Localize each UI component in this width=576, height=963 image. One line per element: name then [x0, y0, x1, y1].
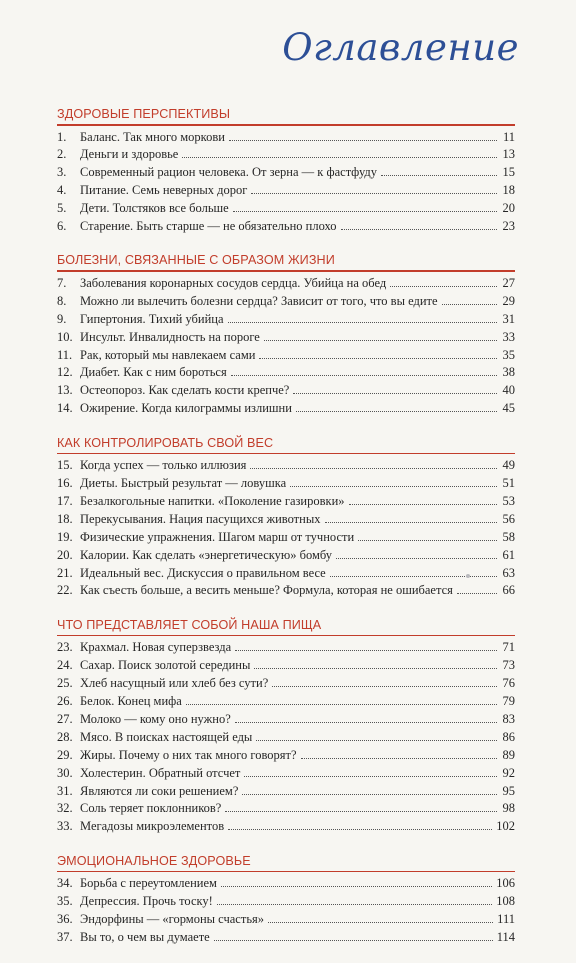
toc-entry[interactable]	[57, 493, 515, 511]
dot-leader	[325, 521, 498, 523]
entry-title: Баланс. Так много моркови	[80, 129, 225, 144]
entry-page-number: 18	[502, 183, 515, 198]
toc-section	[57, 435, 515, 601]
dot-leader	[301, 757, 497, 759]
dot-leader	[390, 285, 497, 287]
entry-number: 6.	[57, 218, 67, 233]
entry-title: Вы то, о чем вы думаете	[80, 929, 210, 944]
toc-entry[interactable]	[57, 218, 515, 236]
dot-leader	[228, 321, 497, 323]
entry-title: Заболевания коронарных сосудов сердца. Убийца на обед	[80, 275, 387, 290]
entry-title: Соль теряет поклонников?	[80, 801, 222, 816]
section-heading: БОЛЕЗНИ, СВЯЗАННЫЕ С ОБРАЗОМ ЖИЗНИ	[57, 253, 335, 268]
section-heading: ЗДОРОВЫЕ ПЕРСПЕКТИВЫ	[57, 107, 231, 121]
section-divider	[57, 871, 515, 873]
entry-number: 32.	[57, 801, 73, 816]
entry-page-number: 102	[496, 819, 515, 834]
entry-page-number: 58	[502, 529, 515, 544]
dot-leader	[182, 156, 497, 158]
toc-entry[interactable]	[57, 765, 515, 783]
toc-entry[interactable]	[57, 293, 515, 311]
entry-page-number: 111	[497, 912, 515, 927]
dot-leader	[259, 357, 497, 359]
entry-page-number: 56	[502, 511, 515, 526]
section-heading: ЧТО ПРЕДСТАВЛЯЕТ СОБОЙ НАША ПИЩА	[57, 617, 322, 632]
dot-leader	[229, 139, 497, 141]
dot-leader	[290, 485, 497, 487]
section-heading: ЭМОЦИОНАЛЬНОЕ ЗДОРОВЬЕ	[57, 853, 251, 868]
entry-page-number: 76	[502, 676, 515, 691]
entry-page-number: 51	[502, 476, 515, 491]
toc-entry[interactable]	[57, 800, 515, 818]
entry-number: 18.	[57, 511, 73, 526]
page-title: Оглавление	[282, 26, 519, 69]
dot-leader	[251, 192, 497, 194]
entry-page-number: 95	[502, 783, 515, 798]
entry-page-number: 86	[502, 729, 515, 744]
entry-page-number: 23	[502, 218, 515, 233]
dot-leader	[242, 793, 497, 795]
entry-number: 29.	[57, 747, 73, 762]
toc-entry[interactable]	[57, 565, 515, 583]
dot-leader	[254, 667, 497, 669]
dot-leader	[217, 903, 492, 905]
entry-title: Современный рацион человека. От зерна — к фастфуду	[80, 165, 378, 180]
entry-number: 2.	[57, 147, 67, 162]
entry-number: 13.	[57, 383, 73, 398]
entry-number: 5.	[57, 201, 67, 216]
dot-leader	[341, 228, 497, 230]
entry-page-number: 98	[502, 801, 515, 816]
entry-title: Молоко — кому оно нужно?	[80, 711, 231, 726]
entry-title: Холестерин. Обратный отсчет	[80, 765, 241, 780]
entry-title: Можно ли вылечить болезни сердца? Зависит от того, что вы едите	[80, 293, 438, 308]
entry-number: 25.	[57, 676, 73, 691]
entry-page-number: 61	[502, 547, 515, 562]
dot-leader	[244, 775, 497, 777]
toc-entry[interactable]	[57, 783, 515, 801]
entry-title: Деньги и здоровье	[80, 147, 179, 162]
toc-entry[interactable]	[57, 400, 515, 418]
entry-title: Рак, который мы навлекаем сами	[80, 347, 256, 362]
dot-leader	[221, 885, 492, 887]
entry-number: 22.	[57, 583, 73, 598]
entry-title: Калории. Как сделать «энергетическую» бомбу	[80, 547, 333, 562]
toc-section	[57, 252, 515, 418]
entry-page-number: 106	[496, 876, 515, 891]
dot-leader	[186, 703, 497, 705]
toc-entry[interactable]	[57, 347, 515, 365]
entry-number: 23.	[57, 640, 73, 655]
entry-number: 28.	[57, 729, 73, 744]
entry-number: 35.	[57, 894, 73, 909]
entry-title: Старение. Быть старше — не обязательно плохо	[80, 218, 337, 233]
dot-leader	[336, 557, 497, 559]
section-divider	[57, 270, 515, 272]
entry-page-number: 20	[502, 201, 515, 216]
toc-entry[interactable]	[57, 675, 515, 693]
entry-number: 16.	[57, 476, 73, 491]
entry-number: 10.	[57, 329, 73, 344]
entry-number: 19.	[57, 529, 73, 544]
entry-title: Мясо. В поисках настоящей еды	[80, 729, 253, 744]
toc-entry[interactable]	[57, 911, 515, 929]
toc-section	[57, 106, 515, 236]
dot-leader	[235, 649, 497, 651]
entry-title: Дети. Толстяков все больше	[80, 201, 229, 216]
entry-title: Являются ли соки решением?	[80, 783, 239, 798]
dot-leader	[256, 739, 497, 741]
entry-title: Инсульт. Инвалидность на пороге	[80, 329, 260, 344]
toc-entry[interactable]	[57, 818, 515, 836]
entry-number: 34.	[57, 876, 73, 891]
entry-number: 27.	[57, 711, 73, 726]
entry-page-number: 66	[502, 583, 515, 598]
entry-title: Хлеб насущный или хлеб без сути?	[80, 676, 269, 691]
entry-title: Физические упражнения. Шагом марш от тучности	[80, 529, 355, 544]
entry-title: Жиры. Почему о них так много говорят?	[80, 747, 297, 762]
entry-page-number: 49	[502, 458, 515, 473]
entry-title: Как съесть больше, а весить меньше? Формула, которая не ошибается	[80, 583, 453, 598]
dot-leader	[214, 939, 493, 941]
entry-number: 36.	[57, 912, 73, 927]
entry-number: 33.	[57, 819, 73, 834]
entry-title: Ожирение. Когда килограммы излишни	[80, 401, 292, 416]
entry-number: 7.	[57, 275, 67, 290]
entry-page-number: 13	[502, 147, 515, 162]
entry-page-number: 83	[502, 711, 515, 726]
entry-title: Безалкогольные напитки. «Поколение газировки»	[80, 493, 345, 508]
toc-entry[interactable]	[57, 364, 515, 382]
toc-entry[interactable]	[57, 529, 515, 547]
toc-section	[57, 617, 515, 836]
entry-page-number: 38	[502, 365, 515, 380]
entry-title: Идеальный вес. Дискуссия о правильном весе	[80, 565, 326, 580]
dot-leader	[228, 828, 492, 830]
entry-number: 9.	[57, 311, 67, 326]
dot-leader	[349, 503, 497, 505]
entry-page-number: 35	[502, 347, 515, 362]
entry-page-number: 11	[502, 129, 515, 144]
entry-number: 31.	[57, 783, 73, 798]
entry-page-number: 29	[502, 293, 515, 308]
entry-title: Депрессия. Прочь тоску!	[80, 894, 213, 909]
entry-page-number: 114	[496, 929, 515, 944]
entry-page-number: 31	[502, 311, 515, 326]
toc-entry[interactable]	[57, 200, 515, 218]
entry-page-number: 33	[502, 329, 515, 344]
toc-entry[interactable]	[57, 747, 515, 765]
entry-page-number: 63	[502, 565, 515, 580]
section-divider	[57, 453, 515, 455]
entry-number: 15.	[57, 458, 73, 473]
section-divider	[57, 124, 515, 126]
toc-entry[interactable]	[57, 275, 515, 293]
entry-number: 21.	[57, 565, 73, 580]
dot-leader	[268, 921, 493, 923]
dot-leader	[233, 210, 497, 212]
dot-leader	[264, 339, 497, 341]
toc-entry[interactable]	[57, 582, 515, 600]
toc-entry[interactable]	[57, 475, 515, 493]
entry-page-number: 45	[502, 401, 515, 416]
entry-number: 14.	[57, 401, 73, 416]
entry-number: 3.	[57, 165, 67, 180]
toc-entry[interactable]	[57, 875, 515, 893]
toc-entry[interactable]	[57, 547, 515, 565]
dot-leader	[250, 467, 497, 469]
toc-entry[interactable]	[57, 129, 515, 147]
entry-title: Питание. Семь неверных дорог	[80, 183, 248, 198]
entry-number: 26.	[57, 694, 73, 709]
entry-title: Мегадозы микроэлементов	[80, 819, 225, 834]
section-heading: КАК КОНТРОЛИРОВАТЬ СВОЙ ВЕС	[57, 435, 274, 450]
entry-number: 20.	[57, 547, 73, 562]
dot-leader	[293, 392, 497, 394]
dot-leader	[442, 303, 497, 305]
toc-entry[interactable]	[57, 457, 515, 475]
dot-leader	[235, 721, 497, 723]
entry-page-number: 27	[502, 275, 515, 290]
dot-leader	[231, 374, 497, 376]
entry-title: Крахмал. Новая суперзвезда	[80, 640, 232, 655]
toc-entry[interactable]	[57, 893, 515, 911]
entry-title: Диабет. Как с ним бороться	[80, 365, 227, 380]
entry-number: 4.	[57, 183, 67, 198]
entry-number: 8.	[57, 293, 67, 308]
entry-title: Сахар. Поиск золотой середины	[80, 658, 251, 673]
dot-leader	[296, 410, 497, 412]
toc-sections	[57, 106, 515, 963]
toc-entry[interactable]	[57, 329, 515, 347]
entry-page-number: 108	[496, 894, 515, 909]
entry-page-number: 71	[502, 640, 515, 655]
entry-title: Перекусывания. Нация пасущихся животных	[80, 511, 321, 526]
dot-leader	[381, 174, 497, 176]
toc-entry[interactable]	[57, 639, 515, 657]
entry-page-number: 15	[502, 165, 515, 180]
dot-leader	[358, 539, 497, 541]
entry-page-number: 92	[502, 765, 515, 780]
entry-number: 24.	[57, 658, 73, 673]
toc-entry[interactable]	[57, 164, 515, 182]
toc-entry[interactable]	[57, 693, 515, 711]
entry-number: 17.	[57, 493, 73, 508]
dot-leader	[457, 592, 497, 594]
entry-number: 30.	[57, 765, 73, 780]
entry-number: 37.	[57, 929, 73, 944]
entry-page-number: 73	[502, 658, 515, 673]
toc-entry[interactable]	[57, 182, 515, 200]
entry-number: 1.	[57, 129, 67, 144]
dot-leader	[272, 685, 497, 687]
entry-title: Гипертония. Тихий убийца	[80, 311, 224, 326]
entry-title: Когда успех — только иллюзия	[80, 458, 247, 473]
dot-leader	[330, 575, 497, 577]
toc-entry[interactable]	[57, 146, 515, 164]
toc-entry[interactable]	[57, 311, 515, 329]
entry-title: Эндорфины — «гормоны счастья»	[80, 912, 265, 927]
toc-entry[interactable]	[57, 929, 515, 947]
entry-number: 11.	[57, 347, 73, 362]
entry-title: Остеопороз. Как сделать кости крепче?	[80, 383, 290, 398]
entry-number: 12.	[57, 365, 73, 380]
toc-entry[interactable]	[57, 511, 515, 529]
section-divider	[57, 635, 515, 637]
toc-entry[interactable]	[57, 382, 515, 400]
paper-speck	[466, 574, 470, 578]
entry-page-number: 40	[502, 383, 515, 398]
toc-entry[interactable]	[57, 657, 515, 675]
toc-entry[interactable]	[57, 711, 515, 729]
entry-title: Диеты. Быстрый результат — ловушка	[80, 476, 287, 491]
entry-page-number: 79	[502, 694, 515, 709]
entry-title: Белок. Конец мифа	[80, 694, 182, 709]
dot-leader	[225, 810, 497, 812]
entry-page-number: 53	[502, 493, 515, 508]
toc-entry[interactable]	[57, 729, 515, 747]
entry-page-number: 89	[502, 747, 515, 762]
entry-title: Борьба с переутомлением	[80, 876, 217, 891]
